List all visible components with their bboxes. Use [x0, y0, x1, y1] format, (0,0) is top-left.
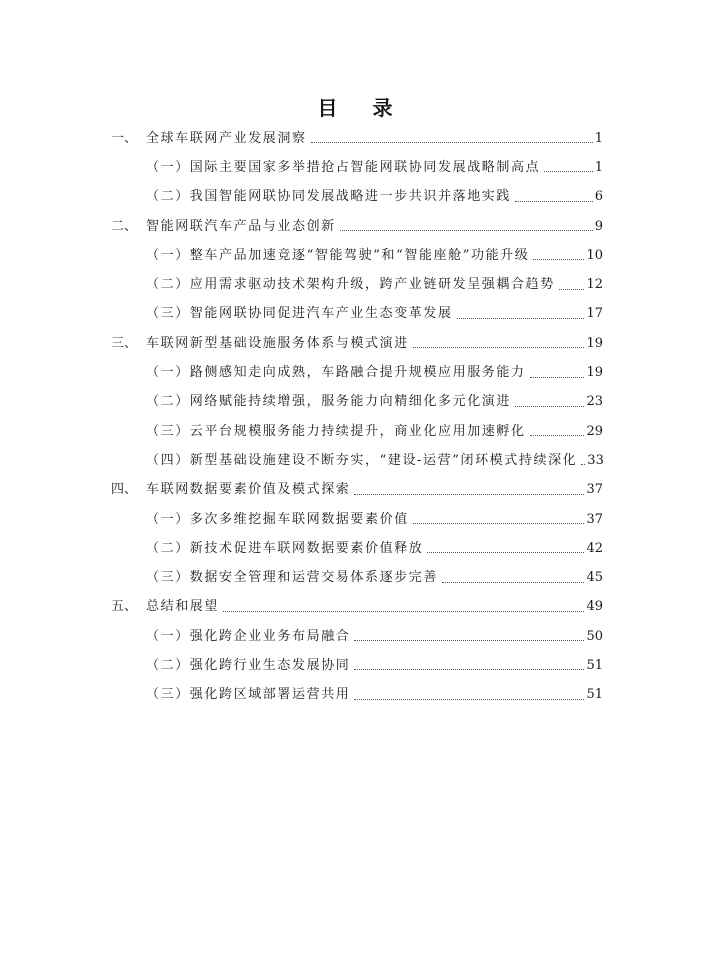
toc-entry-title: （一）路侧感知走向成熟，车路融合提升规模应用服务能力 [146, 365, 526, 381]
toc-page-number: 42 [586, 540, 603, 556]
toc-dot-leader [311, 142, 593, 143]
toc-chapter-entry[interactable] [0, 476, 603, 505]
toc-page-number: 50 [586, 628, 603, 644]
toc-section-entry[interactable] [0, 358, 603, 387]
toc-section-entry[interactable] [0, 417, 603, 446]
toc-entry-title: （二）强化跨行业生态发展协同 [146, 657, 351, 673]
toc-entry-title: （三）智能网联协同促进汽车产业生态变革发展 [146, 306, 453, 322]
toc-dot-leader [223, 611, 584, 612]
toc-entry-title: 智能网联汽车产品与业态创新 [146, 218, 336, 234]
toc-dot-leader [544, 171, 593, 172]
toc-page-number: 19 [586, 365, 603, 381]
toc-entry-title: （二）网络赋能持续增强，服务能力向精细化多元化演进 [146, 394, 512, 410]
toc-entry-title: （三）云平台规模服务能力持续提升，商业化应用加速孵化 [146, 423, 526, 439]
toc-dot-leader [427, 552, 584, 553]
toc-entry-number: 二、 [111, 218, 138, 234]
toc-dot-leader [515, 406, 584, 407]
toc-chapter-entry[interactable] [0, 124, 603, 153]
toc-entry-title: （二）新技术促进车联网数据要素价值释放 [146, 540, 424, 556]
toc-page-number: 45 [586, 570, 603, 586]
toc-entry-title: 全球车联网产业发展洞察 [146, 130, 307, 146]
toc-page-number: 10 [586, 247, 603, 263]
toc-section-entry[interactable] [0, 183, 603, 212]
toc-entry-number: 一、 [111, 130, 138, 146]
toc-entry-title: （一）国际主要国家多举措抢占智能网联协同发展战略制高点 [146, 159, 541, 175]
toc-entry-number: 四、 [111, 482, 138, 498]
toc-dot-leader [442, 582, 584, 583]
toc-page-number: 23 [586, 394, 603, 410]
toc-dot-leader [354, 494, 584, 495]
toc-page-number: 29 [586, 423, 603, 439]
toc-dot-leader [354, 640, 584, 641]
toc-dot-leader [581, 464, 585, 465]
toc-section-entry[interactable] [0, 651, 603, 680]
toc-entry-title: （二）我国智能网联协同发展战略进一步共识并落地实践 [146, 189, 512, 205]
toc-entry-title: （一）整车产品加速竞逐“智能驾驶”和“智能座舱”功能升级 [146, 247, 530, 263]
toc-chapter-entry[interactable] [0, 212, 603, 241]
toc-entry-number: 五、 [111, 599, 138, 615]
toc-entry-number: 三、 [111, 335, 138, 351]
toc-section-entry[interactable] [0, 446, 603, 475]
toc-entry-title: 总结和展望 [146, 599, 220, 615]
toc-section-entry[interactable] [0, 534, 603, 563]
toc-entry-title: （一）多次多维挖掘车联网数据要素价值 [146, 511, 409, 527]
toc-page-number: 37 [586, 482, 603, 498]
toc-dot-leader [530, 377, 585, 378]
toc-dot-leader [457, 318, 585, 319]
toc-section-entry[interactable] [0, 681, 603, 710]
table-of-contents [0, 124, 710, 710]
toc-section-entry[interactable] [0, 270, 603, 299]
toc-page-number: 33 [587, 452, 604, 468]
toc-page-number: 9 [594, 218, 603, 234]
toc-section-entry[interactable] [0, 505, 603, 534]
toc-entry-title: （二）应用需求驱动技术架构升级，跨产业链研发呈强耦合趋势 [146, 277, 555, 293]
toc-entry-title: 车联网数据要素价值及模式探索 [146, 482, 351, 498]
toc-section-entry[interactable] [0, 622, 603, 651]
toc-entry-title: （三）数据安全管理和运营交易体系逐步完善 [146, 570, 439, 586]
toc-page-number: 37 [586, 511, 603, 527]
toc-title: 目 录 [317, 96, 407, 120]
toc-entry-title: （四）新型基础设施建设不断夯实，“建设-运营”闭环模式持续深化 [146, 452, 578, 468]
toc-section-entry[interactable] [0, 563, 603, 592]
toc-entry-title: （三）强化跨区域部署运营共用 [146, 687, 351, 703]
toc-dot-leader [413, 523, 585, 524]
toc-page-number: 1 [594, 130, 603, 146]
toc-page-number: 19 [586, 335, 603, 351]
toc-dot-leader [530, 435, 585, 436]
toc-page-number: 6 [594, 189, 603, 205]
toc-dot-leader [515, 201, 593, 202]
toc-section-entry[interactable] [0, 153, 603, 182]
toc-section-entry[interactable] [0, 241, 603, 270]
toc-page-number: 51 [586, 657, 603, 673]
toc-page-number: 51 [586, 687, 603, 703]
toc-page-number: 1 [594, 159, 603, 175]
toc-chapter-entry[interactable] [0, 329, 603, 358]
toc-dot-leader [354, 669, 584, 670]
toc-dot-leader [340, 230, 593, 231]
toc-entry-title: （一）强化跨企业业务布局融合 [146, 628, 351, 644]
toc-section-entry[interactable] [0, 300, 603, 329]
toc-dot-leader [413, 347, 585, 348]
toc-dot-leader [533, 259, 584, 260]
toc-page-number: 12 [586, 277, 603, 293]
toc-entry-title: 车联网新型基础设施服务体系与模式演进 [146, 335, 409, 351]
toc-dot-leader [354, 699, 584, 700]
toc-page-number: 17 [586, 306, 603, 322]
toc-page-number: 49 [586, 599, 603, 615]
toc-chapter-entry[interactable] [0, 593, 603, 622]
toc-section-entry[interactable] [0, 388, 603, 417]
toc-dot-leader [559, 289, 585, 290]
